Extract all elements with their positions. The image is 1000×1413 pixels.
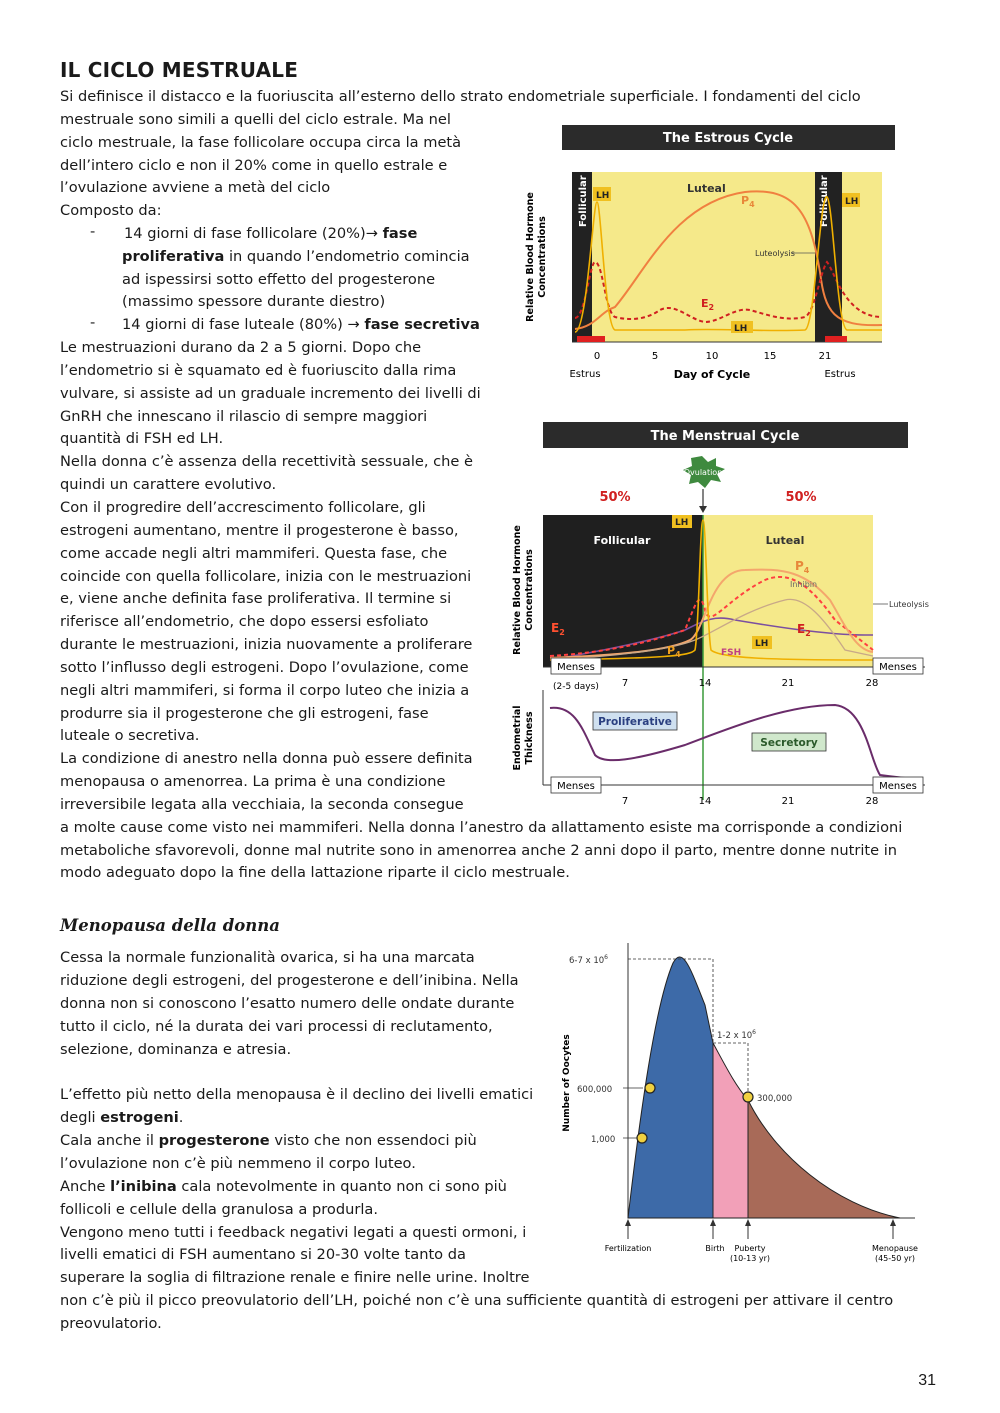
lh-label: LH [596,191,610,201]
text-line: e, viene anche definita fase proliferativa. Il termine si [60,590,452,607]
text-line: irreversibile legata alla vecchiaia, la seconda consegue [60,796,464,813]
section-title: Menopausa della donna [60,916,280,935]
value-1000: 1,000 [591,1135,616,1145]
follicular-percent: 50% [599,490,631,505]
tick-label: 14 [698,796,712,807]
text-line: quantità di FSH ed LH. [60,430,224,447]
text-line: superare la soglia di filtrazione renale e finire nelle urine. Inoltre [60,1269,530,1286]
text-line: Anche l’inibina cala notevolmente in quanto non ci sono più [60,1178,507,1195]
menses-duration: (2-5 days) [553,682,599,692]
value-marker [645,1083,655,1093]
p4-label: $P_4$ [795,559,810,575]
y-axis-label: Relative Blood Hormone [525,192,536,322]
text-line: Composto da: [60,202,162,219]
text-line: selezione, dominanza e atresia. [60,1041,292,1058]
milestone-arrows [625,1219,896,1239]
luteal-label: Luteal [687,182,726,195]
x-axis-label: Day of Cycle [673,368,751,381]
menopause-age: (45-50 yr) [874,1254,916,1263]
estrous-cycle-figure [515,122,895,390]
estrus-marker [825,336,847,342]
bullet-item-cont: proliferativa in quando l’endometrio comincia [122,248,470,265]
text-line: Con il progredire dell’accrescimento follicolare, gli [60,499,426,516]
text-line: ciclo mestruale, la fase follicolare occupa circa la metà [60,134,462,151]
tick-label: 7 [621,796,629,807]
bullet-item-cont: (massimo spessore durante diestro) [122,293,386,310]
text-line: luteale o secretiva. [60,727,200,744]
bullet-item: 14 giorni di fase luteale (80%) → fase secretiva [122,316,480,333]
text-line: follicoli e cellule della granulosa a produrla. [60,1201,378,1218]
page-title: IL CICLO MESTRUALE [60,58,299,82]
text-line: l’ovulazione non c’è più nemmeno il corpo luteo. [60,1155,416,1172]
menses-label: Menses [879,662,917,673]
menses-label: Menses [557,781,595,792]
bullet-dash: - [90,314,96,331]
ovulation-label: Ovulation [683,468,723,477]
arrowhead [890,1219,896,1226]
text-line: riferisce all’endometrio, che dopo essersi esfoliato [60,613,429,630]
tick-label: 21 [781,678,795,689]
text-line: La condizione di anestro nella donna può essere definita [60,750,473,767]
estrus-label: Estrus [569,369,601,380]
lh-label: LH [845,197,859,207]
secretory-label: Secretory [760,737,818,749]
birth-value: 1-2 x $10^6$ [717,1029,756,1041]
y-axis-label: Endometrial [512,705,523,771]
text-line: negli altri mammiferi, si forma il corpo luteo che inizia a [60,682,470,699]
tick-label: 28 [865,678,879,689]
bullet-item: 14 giorni di fase follicolare (20%)→ fase [124,225,418,242]
e2-label: $E_2$ [551,621,565,637]
reproductive-area [748,1100,900,1218]
oocytes-figure [555,935,935,1270]
text-line: mestruale sono simili a quelli del ciclo estrale. Ma nel [60,111,451,128]
estrous-ticks [594,351,832,362]
text-line: menopausa o amenorrea. La prima è una condizione [60,773,446,790]
tick-label: 21 [781,796,795,807]
prenatal-area [628,957,713,1218]
text-line: preovulatorio. [60,1315,162,1332]
text-line: Nella donna c’è assenza della recettività sessuale, che è [60,453,474,470]
text-line: L’effetto più netto della menopausa è il declino dei livelli ematici [60,1086,534,1103]
y-axis-label: Number of Oocytes [562,1034,572,1132]
lh-label: LH [755,639,769,649]
e2-label: $E_2$ [701,297,715,312]
tick-label: 10 [705,351,719,362]
value-300000: 300,000 [757,1094,793,1104]
text-line: livelli ematici di FSH aumentano si 20-30 volte tanto da [60,1246,466,1263]
text-line: a molte cause come visto nei mammiferi. Nella donna l’anestro da allattamento esiste ma corrisponde a condizioni [60,819,903,836]
estrous-title: The Estrous Cycle [662,131,794,146]
menstrual-ticks [622,678,879,689]
value-marker [637,1133,647,1143]
estrus-marker [577,336,605,342]
tick-label: 14 [698,678,712,689]
proliferative-label: Proliferative [598,716,672,728]
text-line: sotto l’influsso degli estrogeni. Dopo l’ovulazione, come [60,659,469,676]
y-axis-label: Concentrations [537,216,548,298]
arrowhead [745,1219,751,1226]
text-line: coincide con quella follicolare, inizia con le mestruazioni [60,568,472,585]
value-marker [743,1092,753,1102]
value-600000: 600,000 [577,1085,613,1095]
ovulation-arrowhead [699,506,707,513]
text-line: estrogeni aumentano, mentre il progesterone è basso, [60,522,459,539]
text-line: durante le mestruazioni, inizia nuovamente a proliferare [60,636,473,653]
estrus-label: Estrus [824,369,856,380]
text-line: vulvare, si assiste ad un graduale incremento dei livelli di [60,385,481,402]
e2-label: $E_2$ [797,622,811,638]
tick-label: 28 [865,796,879,807]
inhibin-label: Inhibin [790,580,818,589]
text-line: tutto il ciclo, né la durata dei vari processi di reclutamento, [60,1018,493,1035]
text-line: l’endometrio si è squamato ed è fuoriuscito dalla rima [60,362,457,379]
arrowhead [710,1219,716,1226]
luteolysis-label: Luteolysis [755,249,795,258]
text-line: produrre sia il progesterone che gli estrogeni, fase [60,705,429,722]
text-line: dell’intero ciclo e non il 20% come in quello estrale e [60,157,448,174]
follicular-label: Follicular [578,175,589,227]
text-line: Cessa la normale funzionalità ovarica, si ha una marcata [60,949,475,966]
puberty-age: (10-13 yr) [729,1254,771,1263]
menopause-label: Menopause [872,1244,918,1253]
tick-label: 5 [651,351,659,362]
fsh-label: FSH [721,648,742,658]
follicular-label: Follicular [819,175,830,227]
fertilization-label: Fertilization [604,1244,652,1253]
menstrual-title: The Menstrual Cycle [650,429,800,444]
text-line: modo adeguato dopo la fine della lattazione riparte il ciclo mestruale. [60,864,570,881]
text-line: non c’è più il picco preovulatorio dell’LH, poiché non c’è una sufficiente quantità di estrogeni per attivare il centro [60,1292,894,1309]
y-axis-label: Concentrations [524,549,535,631]
text-line: Cala anche il progesterone visto che non essendoci più [60,1132,477,1149]
menses-label: Menses [557,662,595,673]
page-number: 31 [918,1372,936,1389]
peak-value: 6-7 x $10^6$ [569,954,608,966]
menstrual-cycle-figure [505,420,945,810]
menses-label: Menses [879,781,917,792]
text-line: Le mestruazioni durano da 2 a 5 giorni. Dopo che [60,339,422,356]
birth-label: Birth [705,1244,725,1253]
thickness-ticks [622,796,879,807]
text-line: come accade negli altri mammiferi. Questa fase, che [60,545,448,562]
lh-label: LH [734,324,748,334]
puberty-label: Puberty [734,1244,766,1253]
luteolysis-label: Luteolysis [889,600,929,609]
text-line: Si definisce il distacco e la fuoriuscita all’esterno dello strato endometriale superficiale. I fondamenti del ciclo [60,88,861,105]
luteal-label: Luteal [765,534,805,547]
tick-label: 7 [621,678,629,689]
p4-label: $P_4$ [667,644,681,659]
text-line: metaboliche sfavorevoli, donne mal nutrite sono in amenorrea anche 2 anni dopo il parto, mentre donne nutrite in [60,842,898,859]
p4-label: $P_4$ [741,194,755,209]
luteal-percent: 50% [785,490,817,505]
text-line: l’ovulazione avviene a metà del ciclo [60,179,331,196]
arrowhead [625,1219,631,1226]
text-line: GnRH che innescano il rilascio di sempre maggiori [60,408,428,425]
follicular-label: Follicular [593,534,651,547]
y-axis-label: Relative Blood Hormone [512,525,523,655]
text-line: degli estrogeni. [60,1109,184,1126]
bullet-dash: - [90,223,96,240]
tick-label: 0 [593,351,601,362]
text-line: riduzione degli estrogeni, del progesterone e dell’inibina. Nella [60,972,519,989]
text-line: donna non si conoscono l’esatto numero delle ondate durante [60,995,515,1012]
tick-label: 21 [818,351,832,362]
y-axis-label: Thickness [524,711,535,765]
text-line: quindi un carattere evolutivo. [60,476,277,493]
tick-label: 15 [763,351,777,362]
lh-label: LH [675,518,689,528]
bullet-item-cont: ad ispessirsi sotto effetto del progesterone [122,271,436,288]
prepubertal-area [713,1043,748,1218]
text-line: Vengono meno tutti i feedback negativi legati a questi ormoni, i [60,1224,527,1241]
